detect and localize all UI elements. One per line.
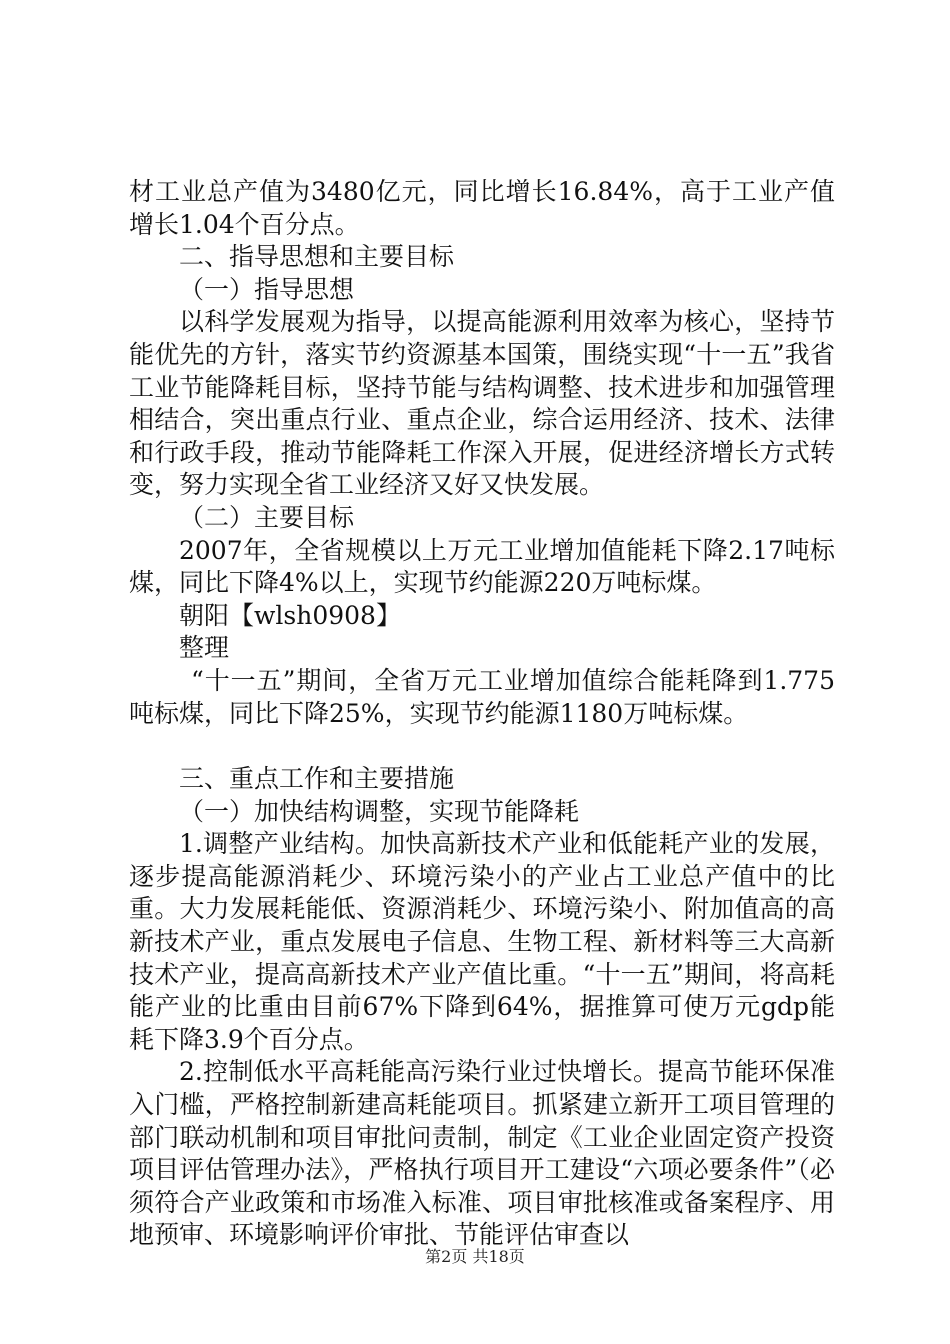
document-body <box>129 176 835 1252</box>
section-heading-3: 三、重点工作和主要措施 <box>179 764 455 794</box>
page-number-footer: 第2页 共18页 <box>425 1247 525 1266</box>
source-note-suffix: 整理 <box>179 633 230 663</box>
source-note: 朝阳【wlsh0908】 <box>179 600 401 630</box>
paragraph-continuation: 材工业总产值为3480亿元，同比增长16.84%，高于工业产值增长1.04个百分点。 <box>129 177 835 239</box>
subsection-heading-guiding-thought: （一）指导思想 <box>179 274 355 304</box>
paragraph-adjust-industry: 1.调整产业结构。加快高新技术产业和低能耗产业的发展，逐步提高能源消耗少、环境污染小的产业占工业总产值中的比重。大力发展耗能低、资源消耗少、环境污染小、附加值高的高新技术产业，重点发展电子信息、生物工程、新材料等三大高新技术产业，提高高新技术产业产值比重。“十一五”期间，将高耗能产业的比重由目前67%下降到64%，据推算可使万元gdp能耗下降3.9个百分点。 <box>129 829 835 1054</box>
blank-line <box>129 730 835 763</box>
paragraph-five-year-goal: “十一五”期间，全省万元工业增加值综合能耗降到1.775吨标煤，同比下降25%，实现节约能源1180万吨标煤。 <box>129 665 835 728</box>
subsection-heading-structure: （一）加快结构调整，实现节能降耗 <box>179 796 580 826</box>
section-heading-2: 二、指导思想和主要目标 <box>179 242 455 272</box>
subsection-heading-main-goals: （二）主要目标 <box>179 502 355 532</box>
paragraph-2007-goal: 2007年，全省规模以上万元工业增加值能耗下降2.17吨标煤，同比下降4%以上，实现节约能源220万吨标煤。 <box>129 535 835 598</box>
paragraph-control-growth: 2.控制低水平高耗能高污染行业过快增长。提高节能环保准入门槛，严格控制新建高耗能项目。抓紧建立新开工项目管理的部门联动机制和项目审批问责制，制定《工业企业固定资产投资项目评估管理办法》，严格执行项目开工建设“六项必要条件”（必须符合产业政策和市场准入标准、项目审批核准或备案程序、用地预审、环境影响评价审批、节能评估审查以 <box>129 1057 835 1250</box>
paragraph-guiding-thought: 以科学发展观为指导，以提高能源利用效率为核心，坚持节能优先的方针，落实节约资源基本国策，围绕实现“十一五”我省工业节能降耗目标，坚持节能与结构调整、技术进步和加强管理相结合，突出重点行业、重点企业，综合运用经济、技术、法律和行政手段，推动节能降耗工作深入开展，促进经济增长方式转变，努力实现全省工业经济又好又快发展。 <box>129 307 835 500</box>
